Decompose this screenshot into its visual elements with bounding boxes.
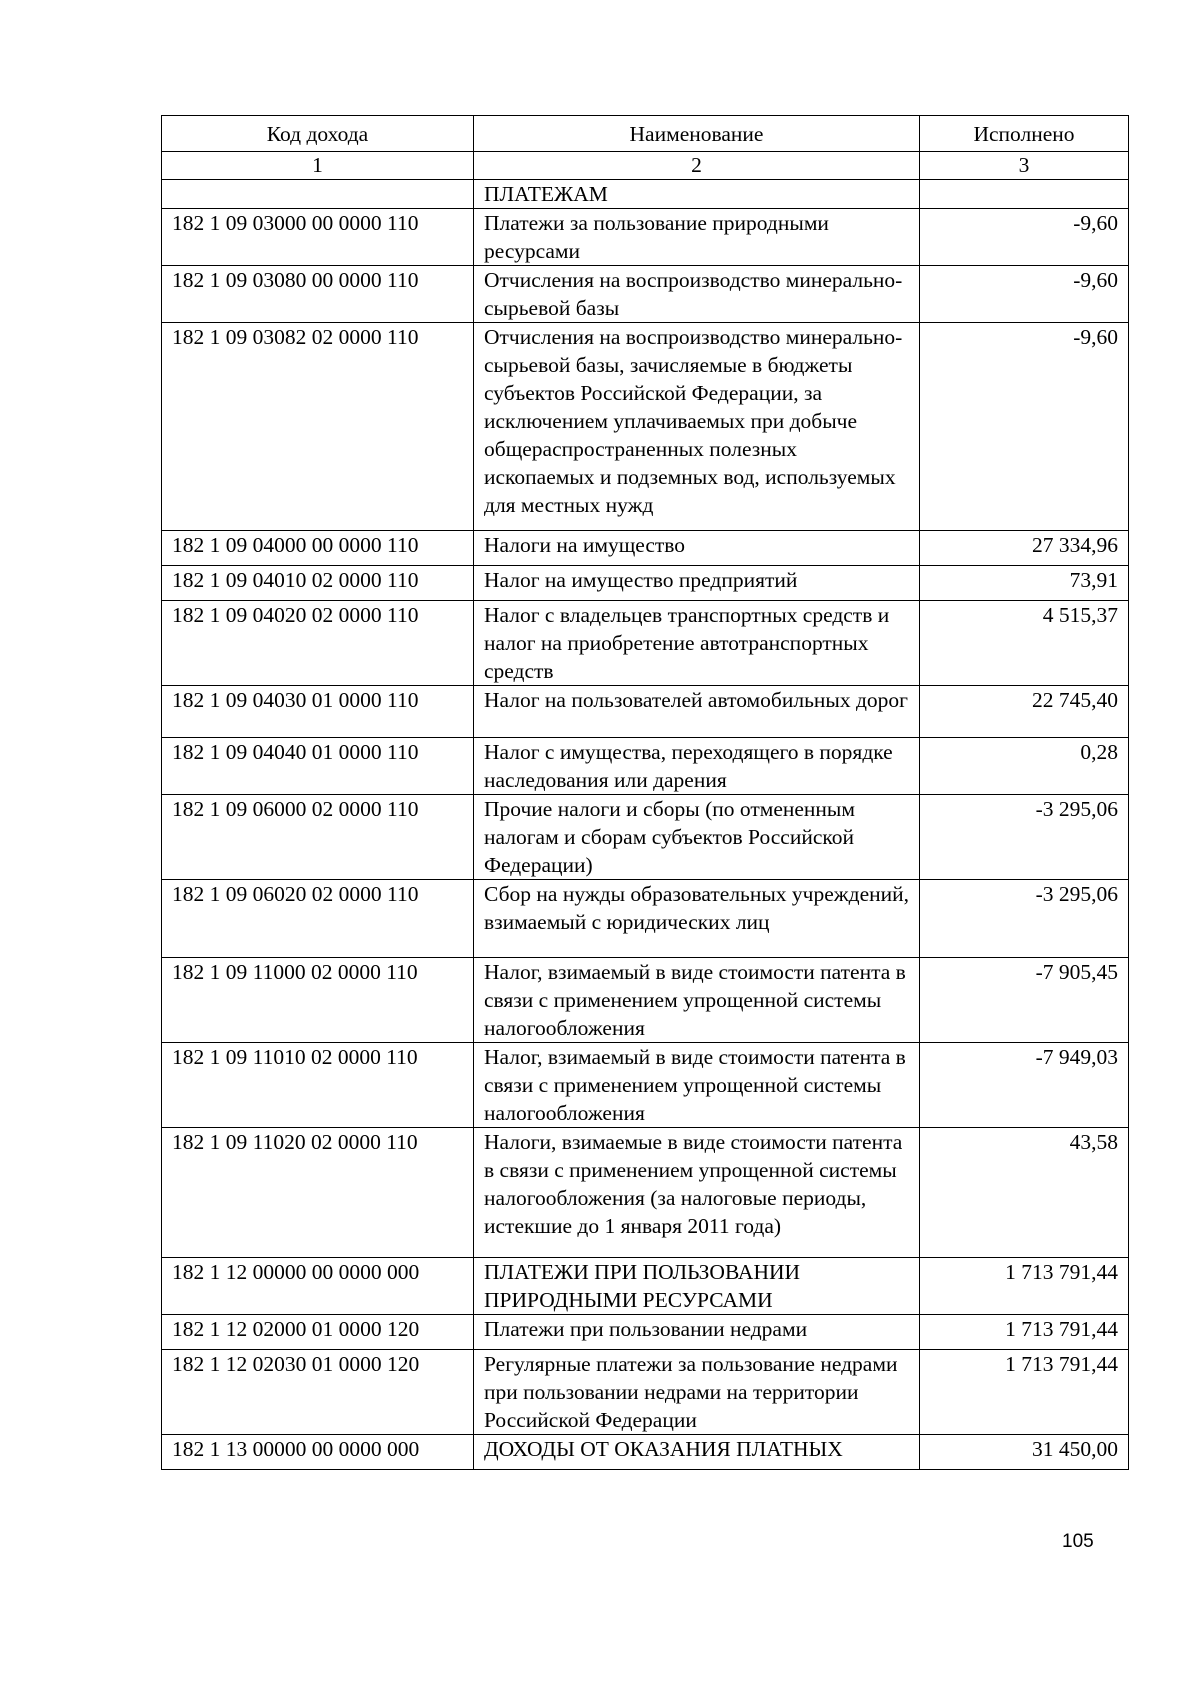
row-code: 182 1 09 03082 02 0000 110 <box>162 323 474 531</box>
row-code: 182 1 09 03080 00 0000 110 <box>162 266 474 323</box>
row-code: 182 1 09 04040 01 0000 110 <box>162 738 474 795</box>
row-name: Налог на пользователей автомобильных дорог <box>474 686 920 738</box>
row-code: 182 1 09 04030 01 0000 110 <box>162 686 474 738</box>
row-value: 1 713 791,44 <box>920 1258 1129 1315</box>
table-row <box>162 1315 1129 1350</box>
row-name: Налог с имущества, переходящего в порядке наследования или дарения <box>474 738 920 795</box>
row-code: 182 1 09 04010 02 0000 110 <box>162 566 474 601</box>
row-value: 27 334,96 <box>920 531 1129 566</box>
revenue-table <box>161 115 1129 1470</box>
header-row <box>162 116 1129 152</box>
row-value: 73,91 <box>920 566 1129 601</box>
row-name: Налог с владельцев транспортных средств и налог на приобретение автотранспортных средств <box>474 601 920 686</box>
row-code: 182 1 09 11000 02 0000 110 <box>162 958 474 1043</box>
table-row <box>162 795 1129 880</box>
header-value: Исполнено <box>920 116 1129 152</box>
table-row <box>162 738 1129 795</box>
row-value: -9,60 <box>920 266 1129 323</box>
header-code: Код дохода <box>162 116 474 152</box>
row-name: Платежи при пользовании недрами <box>474 1315 920 1350</box>
column-number: 2 <box>474 152 920 180</box>
table-row <box>162 266 1129 323</box>
row-value: -7 905,45 <box>920 958 1129 1043</box>
column-number-row <box>162 152 1129 180</box>
header-name: Наименование <box>474 116 920 152</box>
row-code: 182 1 09 06020 02 0000 110 <box>162 880 474 958</box>
row-code <box>162 180 474 209</box>
row-value: 31 450,00 <box>920 1435 1129 1470</box>
row-value: 1 713 791,44 <box>920 1350 1129 1435</box>
table-row <box>162 180 1129 209</box>
row-value: 22 745,40 <box>920 686 1129 738</box>
row-value: -3 295,06 <box>920 880 1129 958</box>
table-row <box>162 209 1129 266</box>
row-code: 182 1 09 04000 00 0000 110 <box>162 531 474 566</box>
row-name: Налог, взимаемый в виде стоимости патента в связи с применением упрощенной системы налогообложения <box>474 1043 920 1128</box>
row-code: 182 1 09 11010 02 0000 110 <box>162 1043 474 1128</box>
column-number: 1 <box>162 152 474 180</box>
row-value: 1 713 791,44 <box>920 1315 1129 1350</box>
row-code: 182 1 09 04020 02 0000 110 <box>162 601 474 686</box>
row-value: -7 949,03 <box>920 1043 1129 1128</box>
row-code: 182 1 13 00000 00 0000 000 <box>162 1435 474 1470</box>
row-value: -9,60 <box>920 209 1129 266</box>
table-row <box>162 686 1129 738</box>
row-value: -9,60 <box>920 323 1129 531</box>
table-row <box>162 1350 1129 1435</box>
table-row <box>162 566 1129 601</box>
row-name: Отчисления на воспроизводство минерально-сырьевой базы, зачисляемые в бюджеты субъектов Российской Федерации, за исключением уплачиваемых при добыче общераспространенных полезных ископаемых и подземных вод, используемых для местных нужд <box>474 323 920 531</box>
row-code: 182 1 09 06000 02 0000 110 <box>162 795 474 880</box>
row-name: Регулярные платежи за пользование недрами при пользовании недрами на территории Российской Федерации <box>474 1350 920 1435</box>
row-name: Платежи за пользование природными ресурсами <box>474 209 920 266</box>
column-number: 3 <box>920 152 1129 180</box>
row-name: Прочие налоги и сборы (по отмененным налогам и сборам субъектов Российской Федерации) <box>474 795 920 880</box>
table-row <box>162 1043 1129 1128</box>
row-name: Налоги, взимаемые в виде стоимости патента в связи с применением упрощенной системы налогообложения (за налоговые периоды, истекшие до 1 января 2011 года) <box>474 1128 920 1258</box>
row-code: 182 1 12 02030 01 0000 120 <box>162 1350 474 1435</box>
row-name: Сбор на нужды образовательных учреждений, взимаемый с юридических лиц <box>474 880 920 958</box>
row-code: 182 1 12 00000 00 0000 000 <box>162 1258 474 1315</box>
row-code: 182 1 12 02000 01 0000 120 <box>162 1315 474 1350</box>
row-code: 182 1 09 11020 02 0000 110 <box>162 1128 474 1258</box>
table-row <box>162 958 1129 1043</box>
row-value: 43,58 <box>920 1128 1129 1258</box>
table-row <box>162 1435 1129 1470</box>
row-name: Налог, взимаемый в виде стоимости патента в связи с применением упрощенной системы налогообложения <box>474 958 920 1043</box>
row-name: Налог на имущество предприятий <box>474 566 920 601</box>
table-row <box>162 1128 1129 1258</box>
page-number: 105 <box>1062 1531 1094 1552</box>
row-name: ПЛАТЕЖИ ПРИ ПОЛЬЗОВАНИИ ПРИРОДНЫМИ РЕСУРСАМИ <box>474 1258 920 1315</box>
row-code: 182 1 09 03000 00 0000 110 <box>162 209 474 266</box>
table-row <box>162 1258 1129 1315</box>
row-value: 4 515,37 <box>920 601 1129 686</box>
row-name: Налоги на имущество <box>474 531 920 566</box>
row-name: Отчисления на воспроизводство минерально-сырьевой базы <box>474 266 920 323</box>
row-name: ПЛАТЕЖАМ <box>474 180 920 209</box>
table-row <box>162 880 1129 958</box>
table-row <box>162 531 1129 566</box>
row-value <box>920 180 1129 209</box>
row-name: ДОХОДЫ ОТ ОКАЗАНИЯ ПЛАТНЫХ <box>474 1435 920 1470</box>
row-value: -3 295,06 <box>920 795 1129 880</box>
table-row <box>162 601 1129 686</box>
row-value: 0,28 <box>920 738 1129 795</box>
table-row <box>162 323 1129 531</box>
